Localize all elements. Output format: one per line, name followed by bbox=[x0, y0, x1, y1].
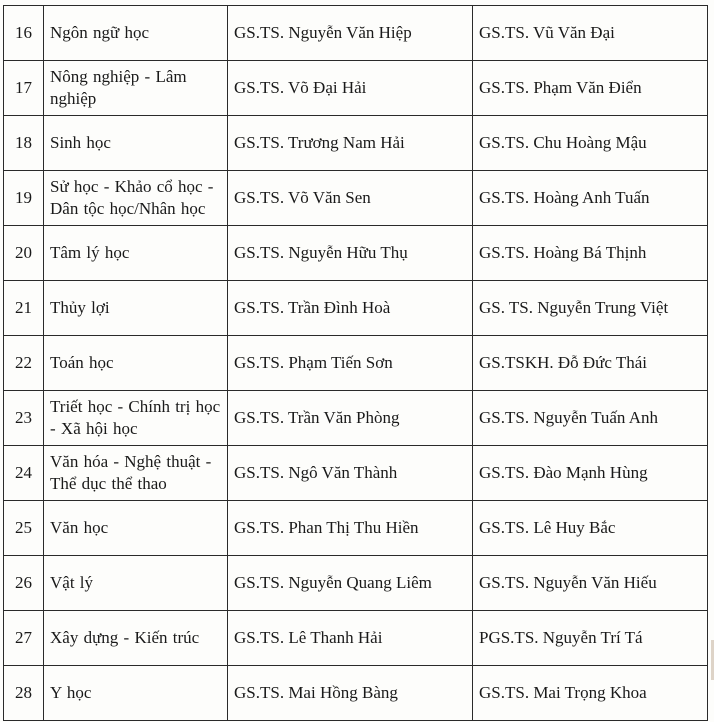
table-row bbox=[4, 6, 708, 61]
field-name bbox=[44, 666, 228, 721]
field-name-text: Nông nghiệp - Lâm nghiệp bbox=[50, 67, 187, 108]
vice-chair-name: PGS.TS. Nguyễn Trí Tá bbox=[473, 611, 708, 666]
field-name-text: Văn học bbox=[50, 518, 109, 537]
table-row bbox=[4, 391, 708, 446]
vice-chair-name: GS.TS. Nguyễn Văn Hiếu bbox=[473, 556, 708, 611]
field-name bbox=[44, 446, 228, 501]
row-number: 16 bbox=[4, 6, 44, 61]
field-name bbox=[44, 611, 228, 666]
vice-chair-name: GS. TS. Nguyễn Trung Việt bbox=[473, 281, 708, 336]
field-name-text: Y học bbox=[50, 683, 92, 702]
chair-name: GS.TS. Võ Đại Hải bbox=[228, 61, 473, 116]
field-name bbox=[44, 116, 228, 171]
field-name-text: Sử học - Khảo cổ học - Dân tộc học/Nhân học bbox=[50, 177, 214, 218]
row-number: 27 bbox=[4, 611, 44, 666]
table-row bbox=[4, 116, 708, 171]
field-name bbox=[44, 281, 228, 336]
vice-chair-name: GS.TSKH. Đỗ Đức Thái bbox=[473, 336, 708, 391]
field-name-text: Sinh học bbox=[50, 133, 111, 152]
table-row bbox=[4, 61, 708, 116]
field-name bbox=[44, 6, 228, 61]
chair-name: GS.TS. Nguyễn Quang Liêm bbox=[228, 556, 473, 611]
table-row bbox=[4, 556, 708, 611]
row-number: 25 bbox=[4, 501, 44, 556]
table-row bbox=[4, 501, 708, 556]
row-number: 22 bbox=[4, 336, 44, 391]
vice-chair-name: GS.TS. Chu Hoàng Mậu bbox=[473, 116, 708, 171]
table-row bbox=[4, 281, 708, 336]
council-table-body bbox=[4, 6, 708, 721]
vice-chair-name: GS.TS. Mai Trọng Khoa bbox=[473, 666, 708, 721]
row-number: 19 bbox=[4, 171, 44, 226]
vice-chair-name: GS.TS. Vũ Văn Đại bbox=[473, 6, 708, 61]
chair-name: GS.TS. Phan Thị Thu Hiền bbox=[228, 501, 473, 556]
chair-name: GS.TS. Phạm Tiến Sơn bbox=[228, 336, 473, 391]
chair-name: GS.TS. Lê Thanh Hải bbox=[228, 611, 473, 666]
row-number: 28 bbox=[4, 666, 44, 721]
vice-chair-name: GS.TS. Hoàng Bá Thịnh bbox=[473, 226, 708, 281]
row-number: 17 bbox=[4, 61, 44, 116]
chair-name: GS.TS. Nguyễn Hữu Thụ bbox=[228, 226, 473, 281]
field-name-text: Xây dựng - Kiến trúc bbox=[50, 628, 200, 647]
council-table bbox=[3, 5, 708, 721]
table-row bbox=[4, 226, 708, 281]
vice-chair-name: GS.TS. Nguyễn Tuấn Anh bbox=[473, 391, 708, 446]
row-number: 21 bbox=[4, 281, 44, 336]
field-name-text: Văn hóa - Nghệ thuật - Thể dục thể thao bbox=[50, 452, 212, 493]
row-number: 20 bbox=[4, 226, 44, 281]
field-name bbox=[44, 501, 228, 556]
table-row bbox=[4, 171, 708, 226]
field-name bbox=[44, 226, 228, 281]
field-name-text: Ngôn ngữ học bbox=[50, 23, 150, 42]
chair-name: GS.TS. Ngô Văn Thành bbox=[228, 446, 473, 501]
vice-chair-name: GS.TS. Hoàng Anh Tuấn bbox=[473, 171, 708, 226]
chair-name: GS.TS. Trần Văn Phòng bbox=[228, 391, 473, 446]
table-row bbox=[4, 611, 708, 666]
field-name-text: Toán học bbox=[50, 353, 114, 372]
field-name bbox=[44, 391, 228, 446]
field-name bbox=[44, 61, 228, 116]
field-name-text: Tâm lý học bbox=[50, 243, 130, 262]
field-name-text: Thủy lợi bbox=[50, 298, 110, 317]
field-name bbox=[44, 556, 228, 611]
table-row bbox=[4, 336, 708, 391]
field-name bbox=[44, 171, 228, 226]
vice-chair-name: GS.TS. Đào Mạnh Hùng bbox=[473, 446, 708, 501]
row-number: 24 bbox=[4, 446, 44, 501]
row-number: 23 bbox=[4, 391, 44, 446]
vice-chair-name: GS.TS. Phạm Văn Điển bbox=[473, 61, 708, 116]
field-name-text: Vật lý bbox=[50, 573, 94, 592]
vice-chair-name: GS.TS. Lê Huy Bắc bbox=[473, 501, 708, 556]
field-name bbox=[44, 336, 228, 391]
chair-name: GS.TS. Trương Nam Hải bbox=[228, 116, 473, 171]
chair-name: GS.TS. Mai Hồng Bàng bbox=[228, 666, 473, 721]
chair-name: GS.TS. Võ Văn Sen bbox=[228, 171, 473, 226]
row-number: 18 bbox=[4, 116, 44, 171]
table-row bbox=[4, 666, 708, 721]
chair-name: GS.TS. Nguyễn Văn Hiệp bbox=[228, 6, 473, 61]
table-row bbox=[4, 446, 708, 501]
chair-name: GS.TS. Trần Đình Hoà bbox=[228, 281, 473, 336]
row-number: 26 bbox=[4, 556, 44, 611]
field-name-text: Triết học - Chính trị học - Xã hội học bbox=[50, 397, 221, 438]
